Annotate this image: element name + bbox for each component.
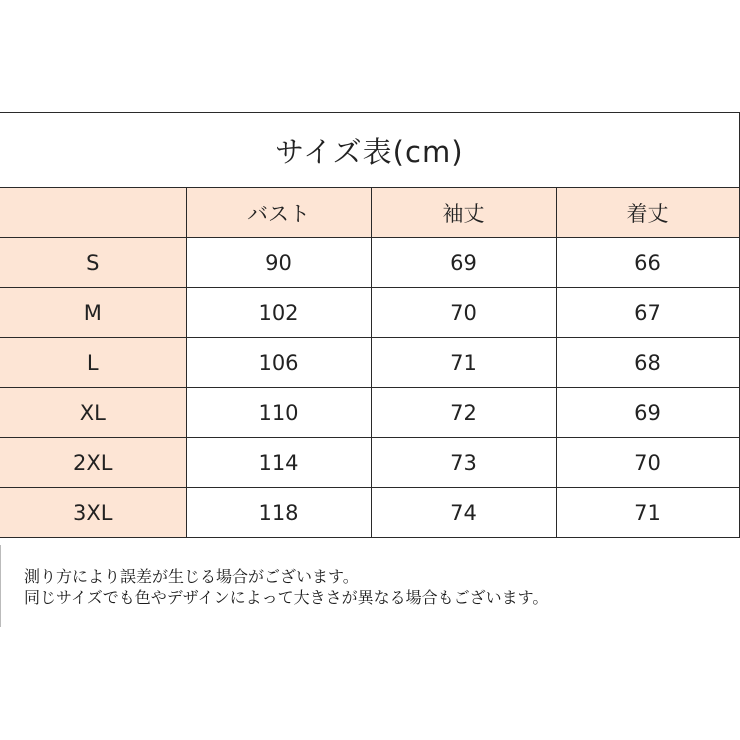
sleeve-value: 73	[371, 438, 556, 488]
header-row	[0, 188, 739, 238]
table-row	[0, 288, 739, 338]
size-chart-table	[0, 112, 740, 538]
sleeve-value: 70	[371, 288, 556, 338]
header-length: 着丈	[556, 188, 739, 238]
note-size-variation: 同じサイズでも色やデザインによって大きさが異なる場合もございます。	[24, 588, 549, 607]
header-empty-cell	[0, 188, 186, 238]
length-value: 66	[556, 238, 739, 288]
bust-value: 106	[186, 338, 371, 388]
table-title: サイズ表(cm)	[0, 113, 739, 188]
bust-value: 110	[186, 388, 371, 438]
header-bust: バスト	[186, 188, 371, 238]
notes-section	[24, 566, 548, 608]
note-measurement-error: 測り方により誤差が生じる場合がございます。	[24, 567, 359, 586]
size-label: S	[0, 238, 186, 288]
sleeve-value: 74	[371, 488, 556, 538]
sleeve-value: 69	[371, 238, 556, 288]
length-value: 70	[556, 438, 739, 488]
length-value: 68	[556, 338, 739, 388]
size-label: 2XL	[0, 438, 186, 488]
sleeve-value: 71	[371, 338, 556, 388]
header-sleeve: 袖丈	[371, 188, 556, 238]
bust-value: 102	[186, 288, 371, 338]
left-edge-line	[0, 545, 1, 627]
table-row	[0, 338, 739, 388]
table-row	[0, 488, 739, 538]
bust-value: 118	[186, 488, 371, 538]
table-row	[0, 238, 739, 288]
bust-value: 114	[186, 438, 371, 488]
length-value: 71	[556, 488, 739, 538]
title-row	[0, 113, 739, 188]
sleeve-value: 72	[371, 388, 556, 438]
size-label: M	[0, 288, 186, 338]
table-row	[0, 438, 739, 488]
size-label: XL	[0, 388, 186, 438]
size-label: L	[0, 338, 186, 388]
size-label: 3XL	[0, 488, 186, 538]
bust-value: 90	[186, 238, 371, 288]
length-value: 69	[556, 388, 739, 438]
length-value: 67	[556, 288, 739, 338]
table-row	[0, 388, 739, 438]
